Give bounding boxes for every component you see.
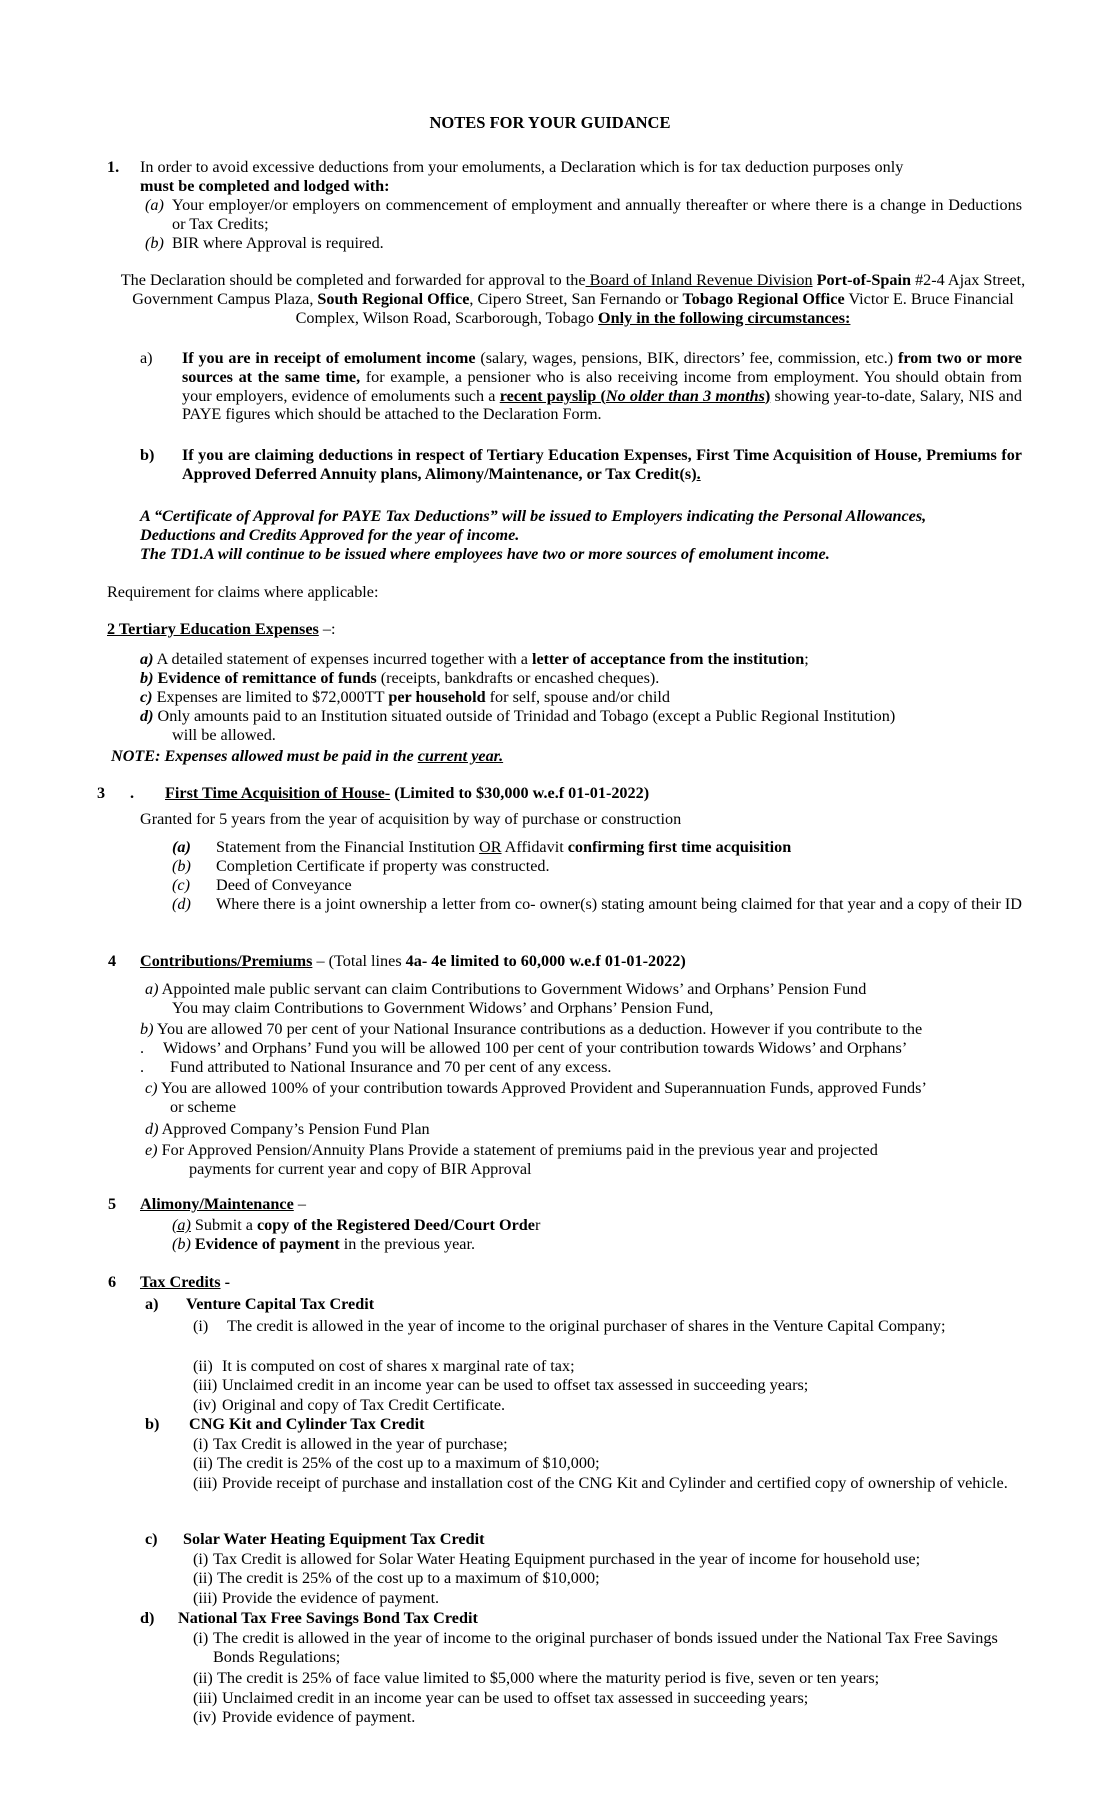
subsection-label: a) <box>145 1295 159 1313</box>
item-label: (b) <box>172 857 191 875</box>
list-item: a) A detailed statement of expenses incurred together with a letter of acceptance from the institution; <box>140 650 809 668</box>
item-text: The credit is 25% of face value limited to $5,000 where the maturity period is five, seven or ten years; <box>217 1669 880 1687</box>
item-label: a) <box>140 349 153 367</box>
list-item: Deed of Conveyance <box>216 876 352 894</box>
subsection-label: d) <box>140 1609 155 1627</box>
page-title: NOTES FOR YOUR GUIDANCE <box>429 113 671 132</box>
item-label: (ii) <box>193 1454 213 1472</box>
item-label: (iv) <box>193 1396 217 1414</box>
section-heading: First Time Acquisition of House- (Limited to $30,000 w.e.f 01-01-2022) <box>165 784 650 802</box>
list-item: Completion Certificate if property was constructed. <box>216 857 550 875</box>
item-text: Tax Credit is allowed in the year of purchase; <box>213 1435 508 1453</box>
list-item: (a) Submit a copy of the Registered Deed/Court Order <box>172 1216 541 1234</box>
item-label: (ii) <box>193 1569 213 1587</box>
item-text: Unclaimed credit in an income year can be used to offset tax assessed in succeeding years; <box>222 1376 809 1394</box>
item-text: Provide evidence of payment. <box>222 1708 416 1726</box>
list-item: a) Appointed male public servant can claim Contributions to Government Widows’ and Orphans’ Pension Fund <box>145 980 867 998</box>
list-item: b) Evidence of remittance of funds (receipts, bankdrafts or encashed cheques). <box>140 669 660 687</box>
certificate-note: A “Certificate of Approval for PAYE Tax Deductions” will be issued to Employers indicating the Personal Allowances, Deductions and Credits Approved for the year of income. The TD1.A will continue to be issued where employees have two or more sources of emolument income. <box>140 507 927 563</box>
section-heading: 2 Tertiary Education Expenses –: <box>107 620 336 638</box>
list-item-continued: payments for current year and copy of BIR Approval <box>189 1160 532 1178</box>
list-item: d) Only amounts paid to an Institution situated outside of Trinidad and Tobago (except a Public Regional Institution) <box>140 707 896 725</box>
section-1-intro: In order to avoid excessive deductions from your emoluments, a Declaration which is for tax deduction purposes only must be completed and lodged with: <box>140 158 904 195</box>
expenses-note: NOTE: Expenses allowed must be paid in the current year. <box>111 747 504 765</box>
item-text: The credit is allowed in the year of income to the original purchaser of bonds issued under the National Tax Free Savings Bonds Regulations; <box>213 1629 998 1666</box>
list-item-continued: You may claim Contributions to Government Widows’ and Orphans’ Pension Fund, <box>172 999 714 1017</box>
item-label: (a) <box>145 196 164 214</box>
item-text: Provide receipt of purchase and installation cost of the CNG Kit and Cylinder and certified copy of ownership of vehicle. <box>222 1474 1008 1492</box>
item-label: b) <box>140 446 155 464</box>
item-text: The credit is allowed in the year of income to the original purchaser of shares in the Venture Capital Company; <box>227 1317 946 1335</box>
list-item-continued: Widows’ and Orphans’ Fund you will be allowed 100 per cent of your contribution towards Widows’ and Orphans’ <box>163 1039 908 1057</box>
subsection-title: Solar Water Heating Equipment Tax Credit <box>183 1530 485 1548</box>
subsection-label: c) <box>145 1530 158 1548</box>
item-label: (b) <box>145 234 164 252</box>
list-item: Where there is a joint ownership a letter from co- owner(s) stating amount being claimed for that year and a copy of their ID <box>216 895 1022 913</box>
item-label: (i) <box>193 1550 209 1568</box>
circumstance-a: If you are in receipt of emolument income (salary, wages, pensions, BIK, directors’ fee, commission, etc.) from two or more sources at the same time, for example, a pensioner who is also receiving income from employment. You should obtain from your employers, evidence of emoluments such a recent payslip (No older than 3 months) showing year-to-date, Salary, NIS and PAYE figures which should be attached to the Declaration Form. <box>182 349 1022 424</box>
subsection-title: CNG Kit and Cylinder Tax Credit <box>189 1415 425 1433</box>
list-item-continued: or scheme <box>170 1098 237 1116</box>
section-number: 5 <box>108 1195 117 1213</box>
list-item: c) Expenses are limited to $72,000TT per household for self, spouse and/or child <box>140 688 670 706</box>
item-text: Your employer/or employers on commencement of employment and annually thereafter or where there is a change in Deductions or Tax Credits; <box>172 196 1022 233</box>
list-item: (b) Evidence of payment in the previous year. <box>172 1235 476 1253</box>
declaration-paragraph: The Declaration should be completed and forwarded for approval to the Board of Inland Revenue Division Port-of-Spain #2-4 Ajax Street, Government Campus Plaza, South Regional Office, Cipero Street, San Fernando or Tobago Regional Office Victor E. Bruce Financial Complex, Wilson Road, Scarborough, Tobago Only in the following circumstances: <box>120 271 1026 327</box>
section-heading: Alimony/Maintenance – <box>140 1195 306 1213</box>
item-label: (d) <box>172 895 191 913</box>
item-label: (iii) <box>193 1474 218 1492</box>
list-item: b) You are allowed 70 per cent of your National Insurance contributions as a deduction. However if you contribute to the <box>140 1020 923 1038</box>
list-item: c) You are allowed 100% of your contribution towards Approved Provident and Superannuation Funds, approved Funds’ <box>145 1079 927 1097</box>
item-label: (ii) <box>193 1669 213 1687</box>
list-item-continued: will be allowed. <box>172 726 276 744</box>
item-label: (iii) <box>193 1589 218 1607</box>
item-label: (iii) <box>193 1689 218 1707</box>
subsection-title: Venture Capital Tax Credit <box>186 1295 375 1313</box>
item-text: It is computed on cost of shares x marginal rate of tax; <box>222 1357 575 1375</box>
section-heading: Contributions/Premiums – (Total lines 4a- 4e limited to 60,000 w.e.f 01-01-2022) <box>140 952 686 970</box>
section-number: 3 <box>97 784 106 802</box>
item-text: Provide the evidence of payment. <box>222 1589 440 1607</box>
item-label: (i) <box>193 1317 209 1335</box>
section-heading: Tax Credits - <box>140 1273 230 1291</box>
item-text: Tax Credit is allowed for Solar Water Heating Equipment purchased in the year of income for household use; <box>213 1550 921 1568</box>
requirement-line: Requirement for claims where applicable: <box>107 583 379 601</box>
section-number: 4 <box>108 952 117 970</box>
item-text: The credit is 25% of the cost up to a maximum of $10,000; <box>217 1569 600 1587</box>
item-label: (i) <box>193 1435 209 1453</box>
item-label: (i) <box>193 1629 209 1647</box>
subsection-label: b) <box>145 1415 160 1433</box>
bullet-dot: . <box>140 1039 145 1057</box>
item-label: (iii) <box>193 1376 218 1394</box>
item-label: (c) <box>172 876 190 894</box>
circumstance-b: If you are claiming deductions in respect of Tertiary Education Expenses, First Time Acquisition of House, Premiums for Approved Deferred Annuity plans, Alimony/Maintenance, or Tax Credit(s). <box>182 446 1022 483</box>
list-item: Statement from the Financial Institution OR Affidavit confirming first time acquisition <box>216 838 792 856</box>
item-text: BIR where Approval is required. <box>172 234 384 252</box>
list-item-continued: Fund attributed to National Insurance and 70 per cent of any excess. <box>170 1058 612 1076</box>
item-label: (ii) <box>193 1357 213 1375</box>
subsection-title: National Tax Free Savings Bond Tax Credit <box>178 1609 478 1627</box>
granted-line: Granted for 5 years from the year of acquisition by way of purchase or construction <box>140 810 682 828</box>
section-number: 6 <box>108 1273 117 1291</box>
item-label: (iv) <box>193 1708 217 1726</box>
section-number: 1. <box>107 158 120 176</box>
item-text: Unclaimed credit in an income year can be used to offset tax assessed in succeeding years; <box>222 1689 809 1707</box>
section-dot: . <box>130 784 135 802</box>
item-label: (a) <box>172 838 191 856</box>
list-item: e) For Approved Pension/Annuity Plans Provide a statement of premiums paid in the previous year and projected <box>145 1141 878 1159</box>
item-text: The credit is 25% of the cost up to a maximum of $10,000; <box>217 1454 600 1472</box>
list-item: d) Approved Company’s Pension Fund Plan <box>145 1120 430 1138</box>
bullet-dot: . <box>140 1058 145 1076</box>
item-text: Original and copy of Tax Credit Certificate. <box>222 1396 506 1414</box>
